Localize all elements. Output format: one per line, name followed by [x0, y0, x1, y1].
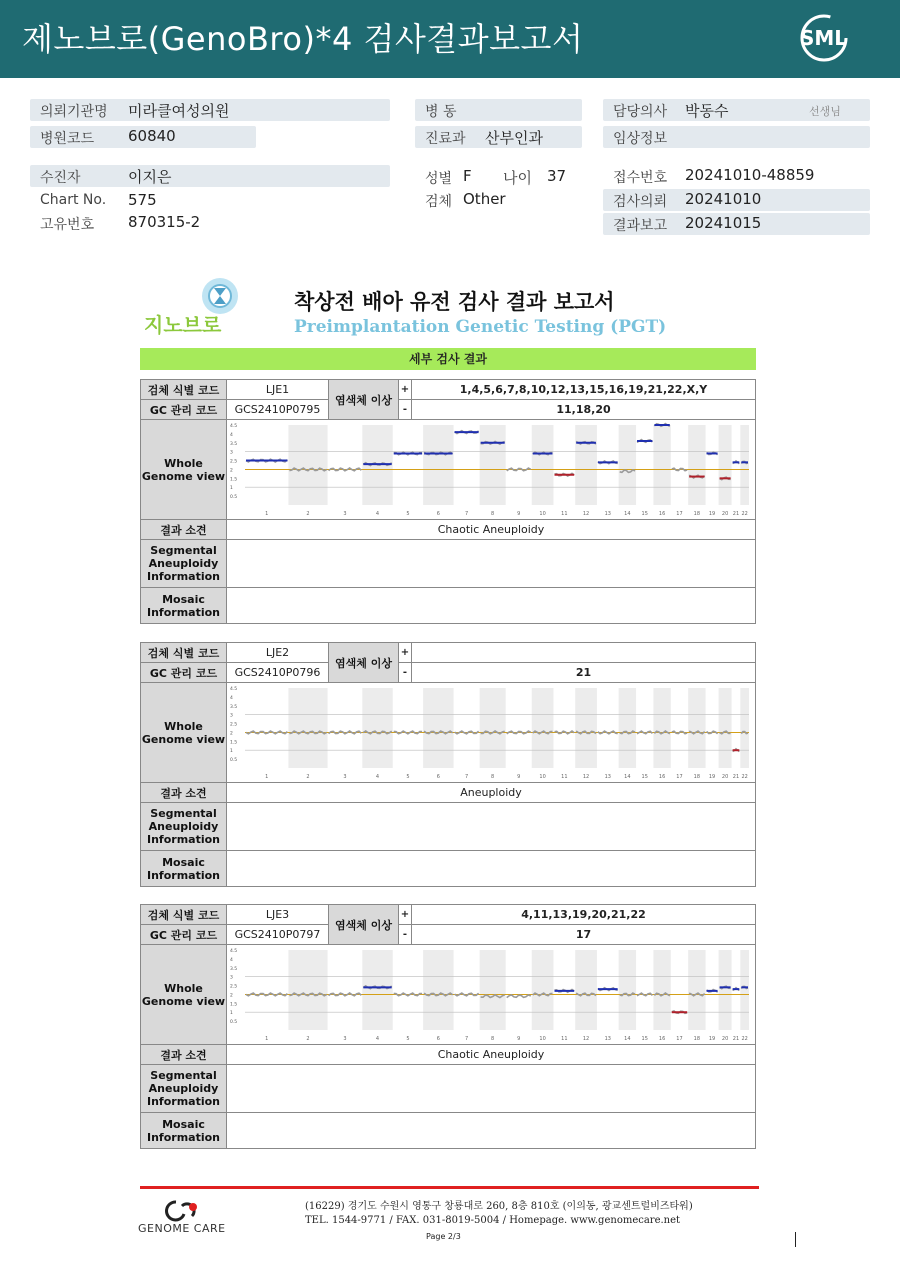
x-tick-label: 4	[375, 510, 380, 517]
x-tick-label: 5	[406, 773, 410, 780]
y-tick-label: 3	[230, 450, 233, 456]
chromosome-band	[575, 950, 597, 1030]
gc-code-label: GC 관리 코드	[141, 663, 227, 683]
x-tick-label: 5	[406, 1035, 410, 1042]
x-tick-label: 10	[539, 510, 546, 517]
mosaic-label: Mosaic Information	[141, 588, 227, 624]
company-name: GENOME CARE	[138, 1222, 226, 1235]
chromosome-band	[653, 688, 670, 768]
x-tick-label: 10	[539, 773, 546, 780]
y-tick-label: 1.5	[230, 739, 238, 745]
report-header-bar	[0, 0, 900, 78]
chromosome-band	[740, 950, 749, 1030]
gc-code-value: GCS2410P0795	[227, 400, 329, 420]
chromosome-band	[719, 425, 732, 505]
loss-value: 11,18,20	[412, 400, 756, 420]
whole-genome-plot	[227, 421, 755, 519]
chromosome-band	[532, 950, 554, 1030]
mosaic-label: Mosaic Information	[141, 1113, 227, 1149]
y-tick-label: 3	[230, 975, 233, 981]
copy-number-points	[707, 731, 718, 734]
sample-table-1	[140, 379, 756, 624]
loss-value: 17	[412, 925, 756, 945]
dept-field	[415, 126, 582, 148]
patient-label: 수진자	[40, 170, 81, 186]
loss-sign: -	[399, 663, 412, 683]
patient-field	[30, 165, 390, 187]
y-tick-label: 2.5	[230, 459, 238, 465]
request-value: 20241010	[685, 190, 762, 208]
chromosome-band	[740, 425, 749, 505]
x-tick-label: 19	[708, 773, 716, 780]
gc-code-value: GCS2410P0797	[227, 925, 329, 945]
age-value: 37	[547, 167, 567, 185]
patient-value: 이지은	[128, 168, 172, 186]
specimen-field	[415, 189, 595, 211]
clinical-field	[603, 126, 870, 148]
x-tick-label: 12	[582, 1035, 590, 1042]
whole-genome-label: Whole Genome view	[141, 420, 227, 520]
sex-age-field	[415, 166, 595, 188]
genobro-logo-text: 지노브로	[144, 313, 222, 337]
chromosome-band	[532, 425, 554, 505]
y-tick-label: 1.5	[230, 1001, 238, 1007]
sample-code-label: 검체 식별 코드	[141, 905, 227, 925]
y-tick-label: 2.5	[230, 984, 238, 990]
y-tick-label: 2	[230, 467, 233, 473]
x-tick-label: 19	[708, 1035, 716, 1042]
x-tick-label: 22	[741, 510, 748, 517]
y-tick-label: 4	[230, 957, 233, 963]
gain-value: 4,11,13,19,20,21,22	[412, 905, 756, 925]
x-tick-label: 11	[561, 773, 568, 780]
hospital-code-field	[30, 126, 256, 148]
chrom-abn-label: 염색체 이상	[329, 905, 399, 945]
x-tick-label: 3	[343, 1035, 347, 1042]
chromosome-band	[532, 688, 554, 768]
report-date-label: 결과보고	[613, 218, 668, 234]
x-tick-label: 1	[265, 510, 269, 517]
doctor-value: 박동수	[685, 102, 729, 120]
result-label: 결과 소견	[141, 783, 227, 803]
address-line: (16229) 경기도 수원시 영통구 창룡대로 260, 8층 810호 (이의동, 광교센트럴비즈타워)	[305, 1201, 693, 1212]
chromosome-band	[740, 688, 749, 768]
chromosome-band	[575, 688, 597, 768]
result-value: Aneuploidy	[227, 783, 756, 803]
x-tick-label: 17	[676, 1035, 683, 1042]
x-tick-label: 22	[741, 1035, 748, 1042]
doctor-field	[603, 99, 870, 121]
receipt-value: 20241010-48859	[685, 166, 815, 184]
doctor-label: 담당의사	[613, 104, 668, 120]
x-tick-label: 11	[561, 510, 568, 517]
x-tick-label: 1	[265, 1035, 269, 1042]
chromosome-band	[575, 425, 597, 505]
sml-logo-text: SML	[800, 26, 848, 50]
x-tick-label: 17	[676, 510, 683, 517]
uid-value: 870315-2	[128, 213, 201, 231]
chart-no-value: 575	[128, 191, 157, 209]
chromosome-band	[288, 688, 327, 768]
y-tick-label: 3.5	[230, 704, 238, 710]
chrom-abn-label: 염색체 이상	[329, 643, 399, 683]
x-tick-label: 16	[658, 773, 666, 780]
whole-genome-plot	[227, 946, 755, 1044]
company-address	[305, 1200, 693, 1228]
hospital-code-label: 병원코드	[40, 131, 95, 147]
x-tick-label: 18	[693, 510, 701, 517]
loss-sign: -	[399, 925, 412, 945]
x-tick-label: 1	[265, 773, 269, 780]
mosaic-value	[227, 588, 756, 624]
sex-label: 성별	[425, 171, 453, 187]
chromosome-band	[362, 688, 392, 768]
x-tick-label: 20	[721, 1035, 729, 1042]
gc-code-value: GCS2410P0796	[227, 663, 329, 683]
x-tick-label: 7	[464, 1035, 469, 1042]
chromosome-band	[653, 950, 670, 1030]
footer-divider	[140, 1186, 759, 1189]
age-label: 나이	[503, 169, 532, 187]
institution-field	[30, 99, 390, 121]
segmental-value	[227, 803, 756, 851]
x-tick-label: 9	[517, 510, 521, 517]
y-tick-label: 1.5	[230, 476, 238, 482]
chrom-abn-label: 염색체 이상	[329, 380, 399, 420]
genobro-logo-icon	[140, 272, 260, 342]
gc-code-label: GC 관리 코드	[141, 925, 227, 945]
x-tick-label: 20	[721, 510, 729, 517]
ward-field	[415, 99, 582, 121]
y-tick-label: 0.5	[230, 757, 238, 763]
segmental-value	[227, 1065, 756, 1113]
chromosome-band	[480, 425, 506, 505]
result-value: Chaotic Aneuploidy	[227, 1045, 756, 1065]
gc-code-label: GC 관리 코드	[141, 400, 227, 420]
x-tick-label: 3	[343, 773, 347, 780]
segmental-value	[227, 540, 756, 588]
y-tick-label: 4.5	[230, 948, 238, 954]
y-tick-label: 4.5	[230, 423, 238, 429]
section-header: 세부 검사 결과	[140, 348, 756, 370]
copy-number-points	[555, 731, 575, 734]
x-tick-label: 21	[732, 1035, 740, 1042]
clinical-label: 임상정보	[613, 131, 668, 147]
pgt-title-english: Preimplantation Genetic Testing (PGT)	[294, 317, 667, 337]
x-tick-label: 9	[517, 1035, 521, 1042]
chromosome-band	[688, 950, 705, 1030]
y-tick-label: 1	[230, 748, 233, 754]
sample-code-value: LJE1	[227, 380, 329, 400]
loss-value: 21	[412, 663, 756, 683]
y-tick-label: 3.5	[230, 441, 238, 447]
hospital-code-value: 60840	[128, 127, 176, 145]
x-tick-label: 9	[517, 773, 521, 780]
x-tick-label: 21	[732, 510, 740, 517]
x-tick-label: 15	[641, 510, 648, 517]
x-tick-label: 7	[464, 510, 469, 517]
report-title: 제노브로(GenoBro)*4 검사결과보고서	[22, 20, 584, 58]
report-date-field	[603, 213, 870, 235]
x-tick-label: 12	[582, 773, 590, 780]
x-tick-label: 2	[306, 773, 310, 780]
y-tick-label: 0.5	[230, 494, 238, 500]
genome-care-logo-icon	[162, 1198, 206, 1222]
sample-code-label: 검체 식별 코드	[141, 643, 227, 663]
doctor-suffix: 선생님	[809, 105, 841, 118]
x-tick-label: 13	[604, 1035, 611, 1042]
gain-value	[412, 643, 756, 663]
y-tick-label: 2	[230, 992, 233, 998]
x-tick-label: 7	[464, 773, 469, 780]
result-label: 결과 소견	[141, 520, 227, 540]
receipt-field	[603, 165, 870, 187]
gain-sign: +	[399, 905, 412, 925]
ward-label: 병 동	[425, 104, 457, 120]
segmental-label: Segmental Aneuploidy Information	[141, 1065, 227, 1113]
chromosome-band	[288, 425, 327, 505]
x-tick-label: 6	[436, 1035, 440, 1042]
chart-no-field	[30, 190, 390, 212]
x-tick-label: 14	[624, 1035, 631, 1042]
sample-code-value: LJE2	[227, 643, 329, 663]
x-tick-label: 4	[375, 1035, 380, 1042]
chromosome-band	[619, 688, 636, 768]
y-tick-label: 0.5	[230, 1019, 238, 1025]
x-tick-label: 20	[721, 773, 729, 780]
x-tick-label: 18	[693, 773, 701, 780]
chromosome-band	[423, 425, 453, 505]
sample-table-2	[140, 642, 756, 887]
x-tick-label: 14	[624, 510, 631, 517]
chromosome-band	[480, 688, 506, 768]
y-tick-label: 4.5	[230, 686, 238, 692]
dept-value: 산부인과	[485, 129, 543, 147]
report-date-value: 20241015	[685, 214, 762, 232]
whole-genome-plot-cell	[227, 420, 756, 520]
page-number: Page 2/3	[426, 1232, 461, 1241]
chromosome-band	[688, 425, 705, 505]
chromosome-band	[653, 425, 670, 505]
x-tick-label: 3	[343, 510, 347, 517]
institution-value: 미라클여성의원	[128, 102, 230, 120]
x-tick-label: 2	[306, 510, 310, 517]
text-cursor	[795, 1232, 796, 1247]
y-tick-label: 3.5	[230, 966, 238, 972]
sex-value: F	[463, 167, 472, 185]
mosaic-value	[227, 1113, 756, 1149]
x-tick-label: 10	[539, 1035, 546, 1042]
x-tick-label: 8	[491, 773, 495, 780]
receipt-label: 접수번호	[613, 170, 668, 186]
x-tick-label: 13	[604, 773, 611, 780]
gain-value: 1,4,5,6,7,8,10,12,13,15,16,19,21,22,X,Y	[412, 380, 756, 400]
y-tick-label: 2.5	[230, 722, 238, 728]
x-tick-label: 11	[561, 1035, 568, 1042]
x-tick-label: 22	[741, 773, 748, 780]
chromosome-band	[688, 688, 705, 768]
chromosome-band	[362, 950, 392, 1030]
pgt-title-korean: 착상전 배아 유전 검사 결과 보고서	[294, 290, 615, 314]
y-tick-label: 2	[230, 730, 233, 736]
request-label: 검사의뢰	[613, 194, 668, 210]
x-tick-label: 8	[491, 1035, 495, 1042]
chromosome-band	[619, 950, 636, 1030]
x-tick-label: 13	[604, 510, 611, 517]
x-tick-label: 8	[491, 510, 495, 517]
dept-label: 진료과	[425, 131, 466, 147]
x-tick-label: 6	[436, 773, 440, 780]
x-tick-label: 6	[436, 510, 440, 517]
y-tick-label: 1	[230, 1010, 233, 1016]
x-tick-label: 18	[693, 1035, 701, 1042]
mosaic-label: Mosaic Information	[141, 851, 227, 887]
chart-no-label: Chart No.	[40, 192, 107, 208]
x-tick-label: 16	[658, 1035, 666, 1042]
x-tick-label: 14	[624, 773, 631, 780]
y-tick-label: 4	[230, 432, 233, 438]
gain-sign: +	[399, 380, 412, 400]
result-value: Chaotic Aneuploidy	[227, 520, 756, 540]
x-tick-label: 15	[641, 773, 648, 780]
copy-number-points	[507, 994, 531, 997]
result-label: 결과 소견	[141, 1045, 227, 1065]
chromosome-band	[619, 425, 636, 505]
x-tick-label: 19	[708, 510, 716, 517]
y-tick-label: 3	[230, 713, 233, 719]
whole-genome-plot-cell	[227, 945, 756, 1045]
whole-genome-plot	[227, 684, 755, 782]
chromosome-band	[423, 950, 453, 1030]
x-tick-label: 16	[658, 510, 666, 517]
chromosome-band	[423, 688, 453, 768]
chromosome-band	[719, 688, 732, 768]
uid-label: 고유번호	[40, 217, 95, 233]
institution-label: 의뢰기관명	[40, 104, 108, 120]
gain-sign: +	[399, 643, 412, 663]
x-tick-label: 17	[676, 773, 683, 780]
contact-line: TEL. 1544-9771 / FAX. 031-8019-5004 / Homepage. www.genomecare.net	[305, 1215, 681, 1226]
chromosome-band	[480, 950, 506, 1030]
x-tick-label: 5	[406, 510, 410, 517]
loss-sign: -	[399, 400, 412, 420]
x-tick-label: 4	[375, 773, 380, 780]
x-tick-label: 15	[641, 1035, 648, 1042]
whole-genome-label: Whole Genome view	[141, 945, 227, 1045]
x-tick-label: 12	[582, 510, 590, 517]
sample-code-label: 검체 식별 코드	[141, 380, 227, 400]
chromosome-band	[719, 950, 732, 1030]
y-tick-label: 4	[230, 695, 233, 701]
whole-genome-label: Whole Genome view	[141, 683, 227, 783]
uid-field	[30, 212, 390, 234]
segmental-label: Segmental Aneuploidy Information	[141, 540, 227, 588]
sample-code-value: LJE3	[227, 905, 329, 925]
x-tick-label: 21	[732, 773, 740, 780]
request-field	[603, 189, 870, 211]
mosaic-value	[227, 851, 756, 887]
whole-genome-plot-cell	[227, 683, 756, 783]
chromosome-band	[288, 950, 327, 1030]
x-tick-label: 2	[306, 1035, 310, 1042]
sample-table-3	[140, 904, 756, 1149]
y-tick-label: 1	[230, 485, 233, 491]
segmental-label: Segmental Aneuploidy Information	[141, 803, 227, 851]
specimen-label: 검체	[425, 194, 453, 210]
specimen-value: Other	[463, 190, 506, 208]
